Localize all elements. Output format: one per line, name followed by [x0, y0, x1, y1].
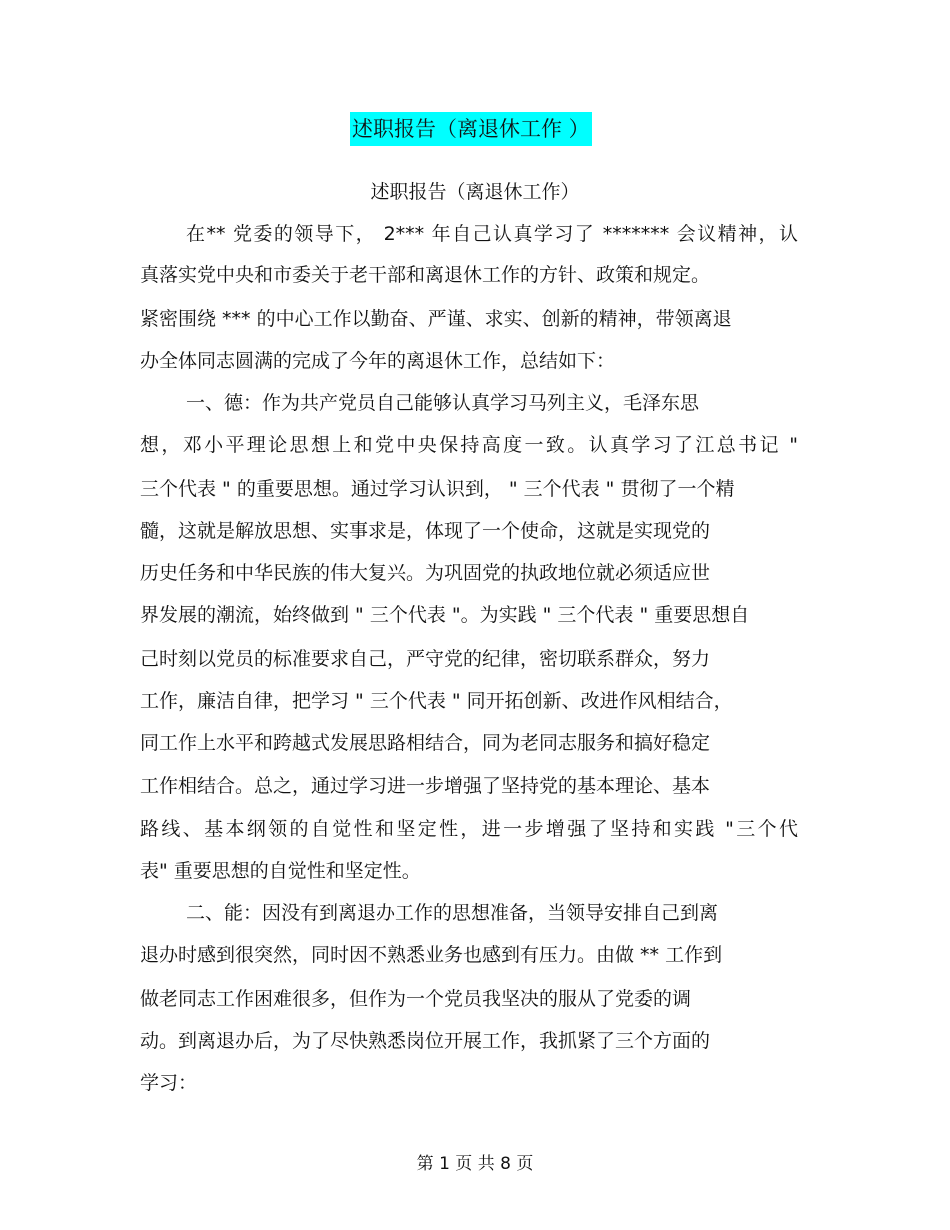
body-line: 想，邓小平理论思想上和党中央保持高度一致。认真学习了江总书记 ": [140, 434, 798, 456]
body-line: 历史任务和中华民族的伟大复兴。为巩固党的执政地位就必须适应世: [140, 562, 711, 584]
body-line: 办全体同志圆满的完成了今年的离退休工作，总结如下：: [140, 350, 616, 372]
body-line: 做老同志工作困难很多，但作为一个党员我坚决的服从了党委的调: [140, 988, 692, 1010]
body-line: 动。到离退办后，为了尽快熟悉岗位开展工作，我抓紧了三个方面的: [140, 1030, 711, 1052]
body-line: 一、德：作为共产党员自己能够认真学习马列主义，毛泽东思: [186, 392, 700, 414]
body-line: 工作相结合。总之，通过学习进一步增强了坚持党的基本理论、基本: [140, 775, 711, 797]
body-line: 紧密围绕 *** 的中心工作以勤奋、严谨、求实、创新的精神，带领离退: [140, 308, 732, 330]
body-line: 三个代表 " 的重要思想。通过学习认识到， " 三个代表 " 贯彻了一个精: [140, 478, 735, 500]
body-line: 在** 党委的领导下， 2*** 年自己认真学习了 ******* 会议精神，认: [186, 223, 798, 245]
body-line: 退办时感到很突然，同时因不熟悉业务也感到有压力。由做 ** 工作到: [140, 944, 723, 966]
body-line: 表" 重要思想的自觉性和坚定性。: [140, 860, 421, 882]
body-line: 学习：: [140, 1072, 198, 1094]
subtitle: 述职报告（离退休工作）: [370, 181, 580, 203]
body-line: 己时刻以党员的标准要求自己，严守党的纪律，密切联系群众，努力: [140, 648, 711, 670]
highlighted-title: 述职报告（离退休工作 ）: [350, 112, 592, 146]
body-line: 工作，廉洁自律，把学习 " 三个代表 " 同开拓创新、改进作风相结合，: [140, 690, 733, 712]
body-line: 二、能：因没有到离退办工作的思想准备，当领导安排自己到离: [186, 902, 719, 924]
body-line: 髓，这就是解放思想、实事求是，体现了一个使命，这就是实现党的: [140, 520, 711, 542]
body-line: 同工作上水平和跨越式发展思路相结合，同为老同志服务和搞好稳定: [140, 732, 711, 754]
page-number: 第 1 页 共 8 页: [416, 1154, 534, 1174]
body-line: 界发展的潮流，始终做到 " 三个代表 "。为实践 " 三个代表 " 重要思想自: [140, 604, 750, 626]
body-line: 真落实党中央和市委关于老干部和离退休工作的方针、政策和规定。: [140, 264, 711, 286]
body-line: 路线、基本纲领的自觉性和坚定性，进一步增强了坚持和实践 "三个代: [140, 818, 798, 840]
